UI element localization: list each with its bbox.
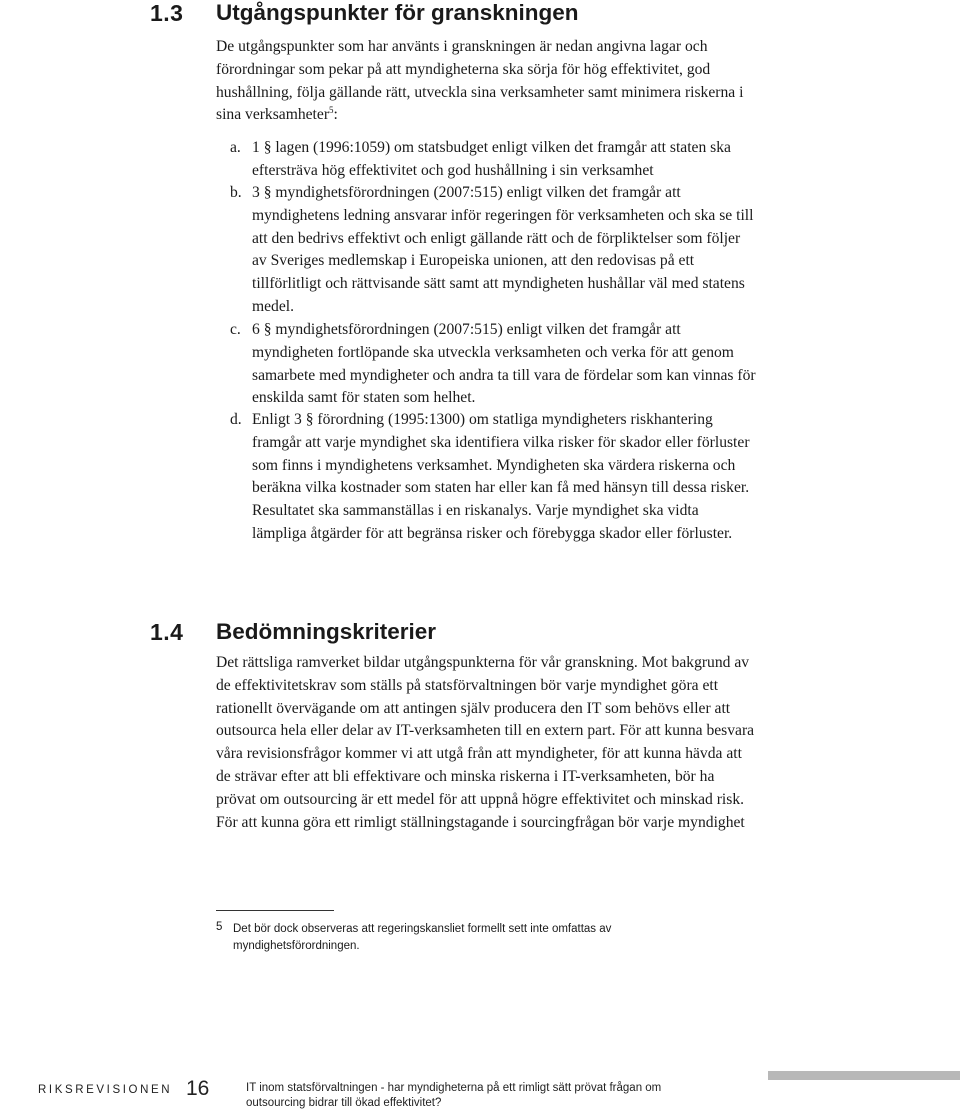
list-item	[216, 182, 756, 319]
list-marker: b.	[230, 184, 242, 201]
intro-end: :	[333, 106, 338, 124]
intro-paragraph	[216, 36, 756, 127]
list-marker: c.	[230, 321, 241, 338]
footer-doc-title: IT inom statsförvaltningen - har myndigheterna på ett rimligt sätt prövat frågan om outsourcing bidrar till ökad effektivitet?	[246, 1082, 662, 1109]
footnote-divider	[216, 910, 334, 911]
list-item	[216, 409, 756, 546]
list-item-text: 3 § myndighetsförordningen (2007:515) enligt vilken det framgår att myndighetens ledning ansvarar inför regeringen för verksamheten och ska se till att den bedrivs effektivt och enligt gällande rätt och de förpliktelser som följer av Sveriges medlemskap i Europeiska unionen, att den redovisas på ett tillförlitligt och rättvisande sätt samt att myndigheten hushållar väl med statens medel.	[252, 184, 754, 315]
section-title: Bedömningskriterier	[216, 619, 437, 644]
list-marker: a.	[230, 139, 241, 156]
footnote-ref[interactable]: 5	[329, 105, 334, 116]
list-marker: d.	[230, 411, 242, 428]
footnote-number: 5	[216, 921, 223, 933]
intro-text: De utgångspunkter som har använts i granskningen är nedan angivna lagar och förordningar som pekar på att myndigheterna ska sörja för hög effektivitet, god hushållning, följa gällande rätt, utveckla sina verksamheter samt minimera riskerna i sina verksamheter	[216, 38, 744, 124]
list-item	[216, 319, 756, 410]
section-title: Utgångspunkter för granskningen	[216, 0, 579, 25]
footer-bar	[768, 1071, 960, 1080]
list-item-text: 6 § myndighetsförordningen (2007:515) enligt vilken det framgår att myndigheten fortlöpande ska utveckla verksamheten och verka för att genom samarbete med myndigheter och andra ta till vara de fördelar som kan vinnas för enskilda samt för staten som helhet.	[252, 321, 756, 407]
section-number: 1.4	[150, 619, 184, 645]
page-number: 16	[186, 1077, 210, 1100]
list-item-text: 1 § lagen (1996:1059) om statsbudget enligt vilken det framgår att staten ska eftersträva hög effektivitet och god hushållning i sin verksamhet	[252, 139, 731, 179]
criteria-paragraph: Det rättsliga ramverket bildar utgångspunkterna för vår granskning. Mot bakgrund av de effektivitetskrav som ställs på statsförvaltningen bör varje myndighet göra ett rationellt övervägande om att antingen själv producera den IT som behövs eller att outsourca hela eller delar av IT-verksamheten till en extern part. För att kunna besvara våra revisionsfrågor kommer vi att utgå från att myndigheter, för att kunna hävda att de strävar efter att bli effektivare och minska riskerna i IT-verksamheten, bör ha prövat om outsourcing är ett medel för att uppnå högre effektivitet och minskad risk. För att kunna göra ett rimligt ställningstagande i sourcingfrågan bör varje myndighet	[216, 654, 755, 831]
footnote-text: Det bör dock observeras att regeringskansliet formellt sett inte omfattas av myndighetsförordningen.	[233, 923, 612, 952]
list-item	[216, 137, 756, 183]
footer-brand: RIKSREVISIONEN	[38, 1084, 173, 1096]
list-item-text: Enligt 3 § förordning (1995:1300) om statliga myndigheters riskhantering framgår att varje myndighet ska identifiera vilka risker för skador eller förluster som finns i myndighetens verksamhet. Myndigheten ska värdera riskerna och beräkna vilka kostnader som staten har eller kan få med hänsyn till dessa risker. Resultatet ska sammanställas i en riskanalys. Varje myndighet ska vidta lämpliga åtgärder för att begränsa risker och förebygga skador eller förluster.	[252, 411, 750, 542]
section-number: 1.3	[150, 0, 184, 26]
